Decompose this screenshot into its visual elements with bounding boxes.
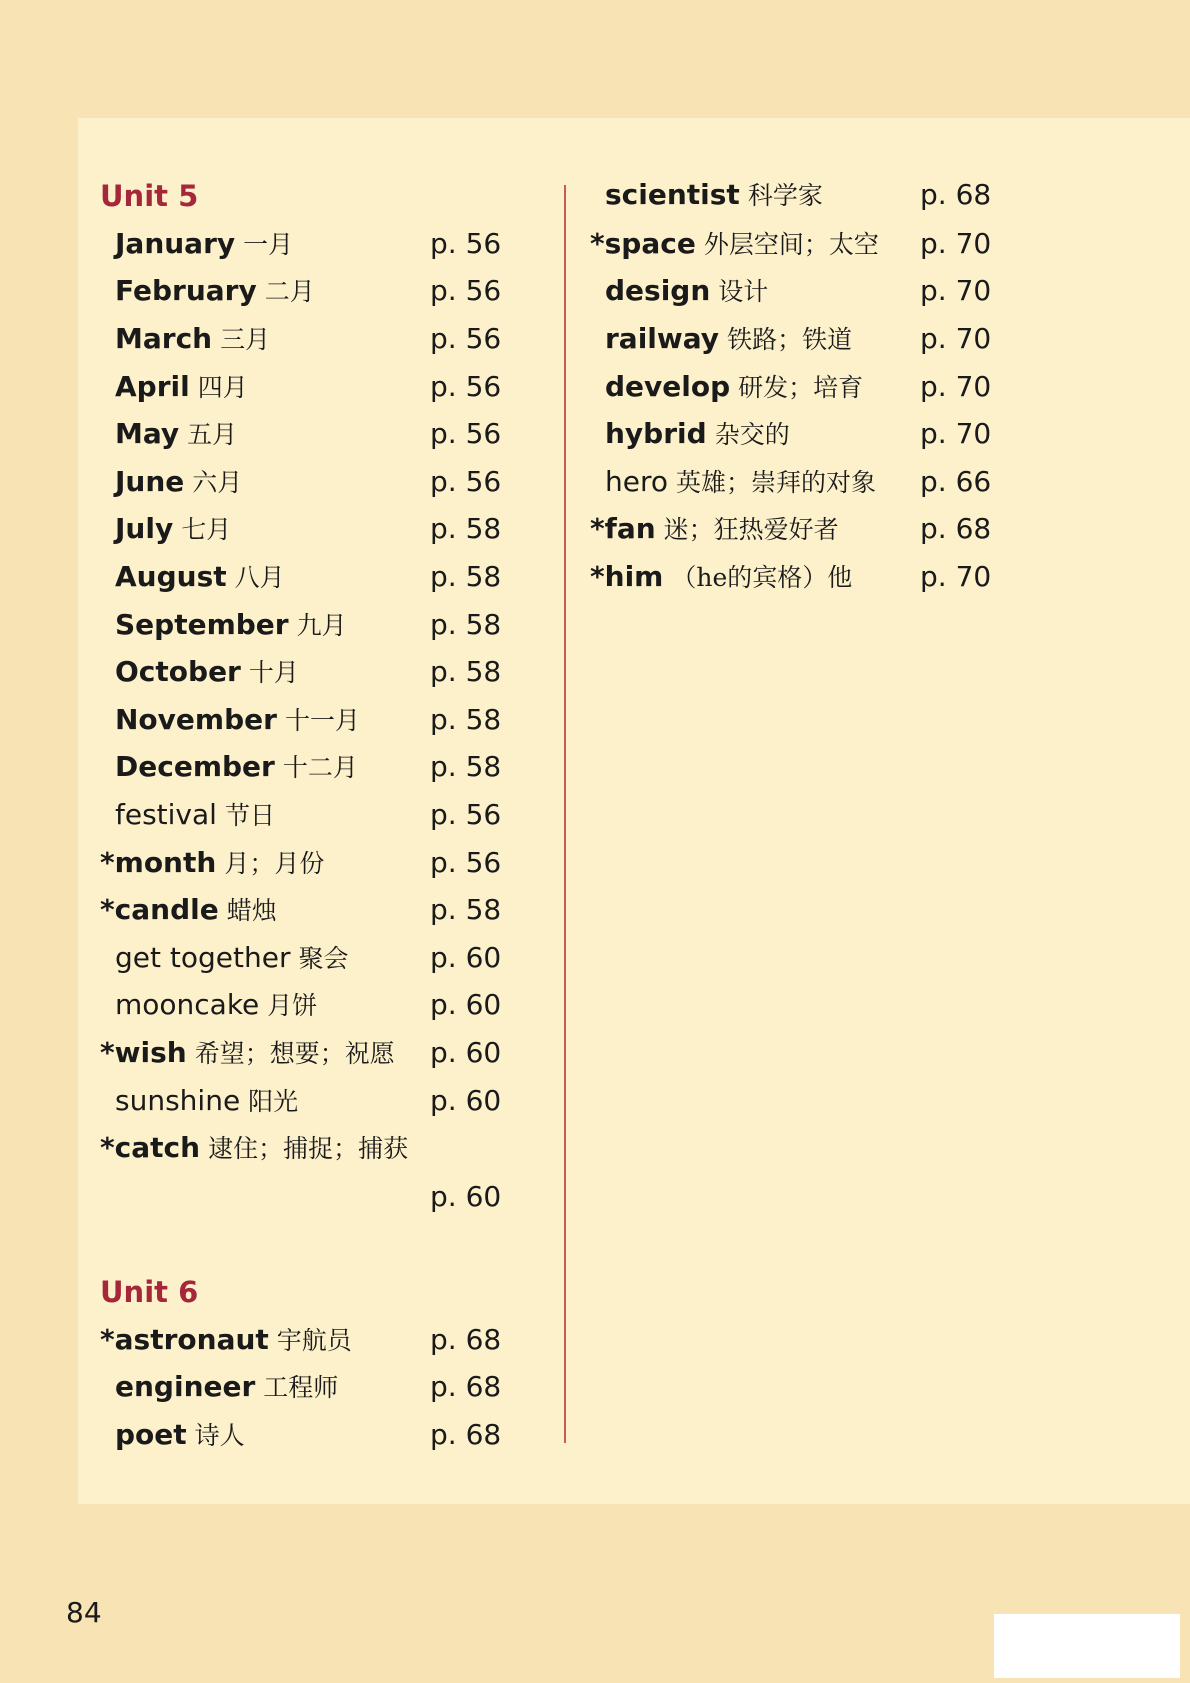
vocab-meaning: 杂交的 [714, 419, 790, 449]
vocab-word: August [115, 560, 227, 593]
vocab-word: *fan [590, 512, 656, 545]
vocab-word: poet [115, 1418, 187, 1451]
vocab-meaning: 研发；培育 [738, 372, 864, 402]
vocab-entry [605, 267, 768, 315]
vocab-meaning: 十二月 [282, 752, 358, 782]
vocab-meaning: 八月 [234, 562, 285, 592]
vocab-entry [605, 410, 790, 458]
vocab-word: hybrid [605, 417, 707, 450]
vocab-entry [115, 458, 242, 506]
vocab-word: May [115, 417, 180, 450]
vocab-page-ref: p. 68 [920, 178, 992, 211]
vocab-word: *candle [100, 893, 219, 926]
vocab-meaning: 设计 [718, 276, 769, 306]
vocab-word: September [115, 608, 289, 641]
vocab-page-ref: p. 56 [430, 465, 502, 498]
vocab-page-ref: p. 60 [430, 1036, 502, 1069]
vocab-word: *wish [100, 1036, 187, 1069]
vocab-page-ref: p. 68 [920, 512, 992, 545]
vocab-word: engineer [115, 1370, 256, 1403]
vocab-page-ref: p. 60 [430, 1180, 502, 1213]
vocab-entry [115, 505, 231, 553]
vocab-page-ref: p. 56 [430, 798, 502, 831]
vocab-entry [100, 1029, 395, 1077]
vocab-page-ref: p. 58 [430, 703, 502, 736]
vocab-word: February [115, 274, 257, 307]
vocab-entry [115, 1077, 298, 1125]
unit-6-heading: Unit 6 [100, 1275, 199, 1309]
vocab-word: *him [590, 560, 664, 593]
vocab-page-ref: p. 56 [430, 370, 502, 403]
vocab-entry [590, 553, 852, 601]
vocab-entry [115, 696, 360, 744]
vocab-entry [100, 839, 324, 887]
vocab-meaning: 月饼 [267, 990, 318, 1020]
vocab-entry [115, 791, 275, 839]
vocab-meaning: 科学家 [747, 180, 823, 210]
vocab-word: July [115, 512, 174, 545]
vocab-entry [115, 553, 285, 601]
vocab-entry [590, 220, 879, 268]
vocab-word: festival [115, 798, 217, 831]
vocab-meaning: 七月 [181, 514, 232, 544]
vocab-entry [115, 267, 315, 315]
vocab-word: *catch [100, 1131, 201, 1164]
vocab-page-ref: p. 58 [430, 512, 502, 545]
vocab-meaning: 工程师 [263, 1372, 339, 1402]
vocab-page-ref: p. 70 [920, 322, 992, 355]
vocab-entry [115, 981, 317, 1029]
vocab-page-ref: p. 56 [430, 322, 502, 355]
vocab-page-ref: p. 56 [430, 417, 502, 450]
vocab-word: mooncake [115, 988, 260, 1021]
vocab-entry [100, 1316, 352, 1364]
vocab-word: December [115, 750, 275, 783]
vocab-meaning: 希望；想要；祝愿 [194, 1038, 395, 1068]
vocab-meaning: 十一月 [284, 705, 360, 735]
vocab-entry [115, 1363, 338, 1411]
vocab-word: November [115, 703, 277, 736]
vocab-page-ref: p. 70 [920, 274, 992, 307]
vocab-entry [115, 315, 270, 363]
vocab-meaning: 逮住；捕捉；捕获 [208, 1133, 409, 1163]
vocab-page-ref: p. 66 [920, 465, 992, 498]
vocab-page-ref: p. 68 [430, 1323, 502, 1356]
vocab-word: sunshine [115, 1084, 241, 1117]
vocab-page-ref: p. 60 [430, 941, 502, 974]
vocab-word: March [115, 322, 213, 355]
vocab-entry [115, 648, 299, 696]
page-number: 84 [66, 1596, 102, 1629]
vocab-page-ref: p. 58 [430, 655, 502, 688]
vocab-entry [115, 743, 358, 791]
vocab-meaning: 铁路；铁道 [727, 324, 853, 354]
vocab-entry [100, 886, 277, 934]
vocab-meaning: 外层空间；太空 [703, 229, 879, 259]
vocab-meaning: （he的宾格）他 [671, 562, 853, 592]
corner-label-box [994, 1614, 1180, 1678]
vocab-meaning: 节日 [224, 800, 275, 830]
vocab-entry [115, 934, 348, 982]
vocab-meaning: 宇航员 [276, 1325, 352, 1355]
vocab-meaning: 英雄；崇拜的对象 [676, 467, 877, 497]
vocab-page-ref: p. 68 [430, 1418, 502, 1451]
vocab-meaning: 五月 [187, 419, 238, 449]
vocab-meaning: 迷；狂热爱好者 [663, 514, 839, 544]
vocab-page-ref: p. 56 [430, 227, 502, 260]
vocab-page-ref: p. 68 [430, 1370, 502, 1403]
vocab-word: scientist [605, 178, 740, 211]
vocab-entry [115, 410, 237, 458]
vocab-word: design [605, 274, 711, 307]
vocab-page-ref: p. 70 [920, 417, 992, 450]
vocab-page-ref: p. 56 [430, 274, 502, 307]
vocab-meaning: 阳光 [248, 1086, 299, 1116]
vocab-meaning: 诗人 [194, 1420, 245, 1450]
vocab-meaning: 九月 [296, 610, 347, 640]
vocab-page-ref: p. 70 [920, 227, 992, 260]
vocab-page-ref: p. 70 [920, 560, 992, 593]
vocab-entry [605, 315, 852, 363]
vocab-page-ref: p. 58 [430, 608, 502, 641]
vocab-page-ref: p. 58 [430, 750, 502, 783]
vocab-word: get together [115, 941, 291, 974]
vocab-word: hero [605, 465, 668, 498]
vocab-word: *astronaut [100, 1323, 269, 1356]
vocab-entry [100, 1124, 408, 1172]
vocab-page-ref: p. 70 [920, 370, 992, 403]
column-divider [564, 185, 566, 1443]
vocab-entry [115, 220, 293, 268]
vocab-word: June [115, 465, 185, 498]
vocab-meaning: 聚会 [298, 943, 349, 973]
vocab-entry [590, 505, 839, 553]
vocab-meaning: 月；月份 [224, 848, 325, 878]
vocab-entry [605, 171, 823, 219]
vocab-word: railway [605, 322, 720, 355]
vocab-entry [605, 458, 876, 506]
vocab-entry [605, 363, 863, 411]
vocab-meaning: 六月 [192, 467, 243, 497]
vocab-page-ref: p. 58 [430, 893, 502, 926]
vocab-page-ref: p. 58 [430, 560, 502, 593]
vocab-page-ref: p. 60 [430, 988, 502, 1021]
vocab-meaning: 十月 [248, 657, 299, 687]
vocab-word: develop [605, 370, 731, 403]
vocab-entry [115, 601, 347, 649]
vocab-entry [115, 1411, 245, 1459]
vocab-page-ref: p. 56 [430, 846, 502, 879]
vocab-meaning: 二月 [264, 276, 315, 306]
vocab-meaning: 一月 [243, 229, 294, 259]
vocab-word: January [115, 227, 236, 260]
vocab-word: *space [590, 227, 696, 260]
vocab-meaning: 四月 [197, 372, 248, 402]
vocab-meaning: 蜡烛 [226, 895, 277, 925]
vocab-word: *month [100, 846, 217, 879]
vocab-word: April [115, 370, 190, 403]
vocab-page-ref: p. 60 [430, 1084, 502, 1117]
vocab-meaning: 三月 [220, 324, 271, 354]
vocab-entry [115, 363, 248, 411]
unit-5-heading: Unit 5 [100, 179, 199, 213]
vocab-word: October [115, 655, 241, 688]
